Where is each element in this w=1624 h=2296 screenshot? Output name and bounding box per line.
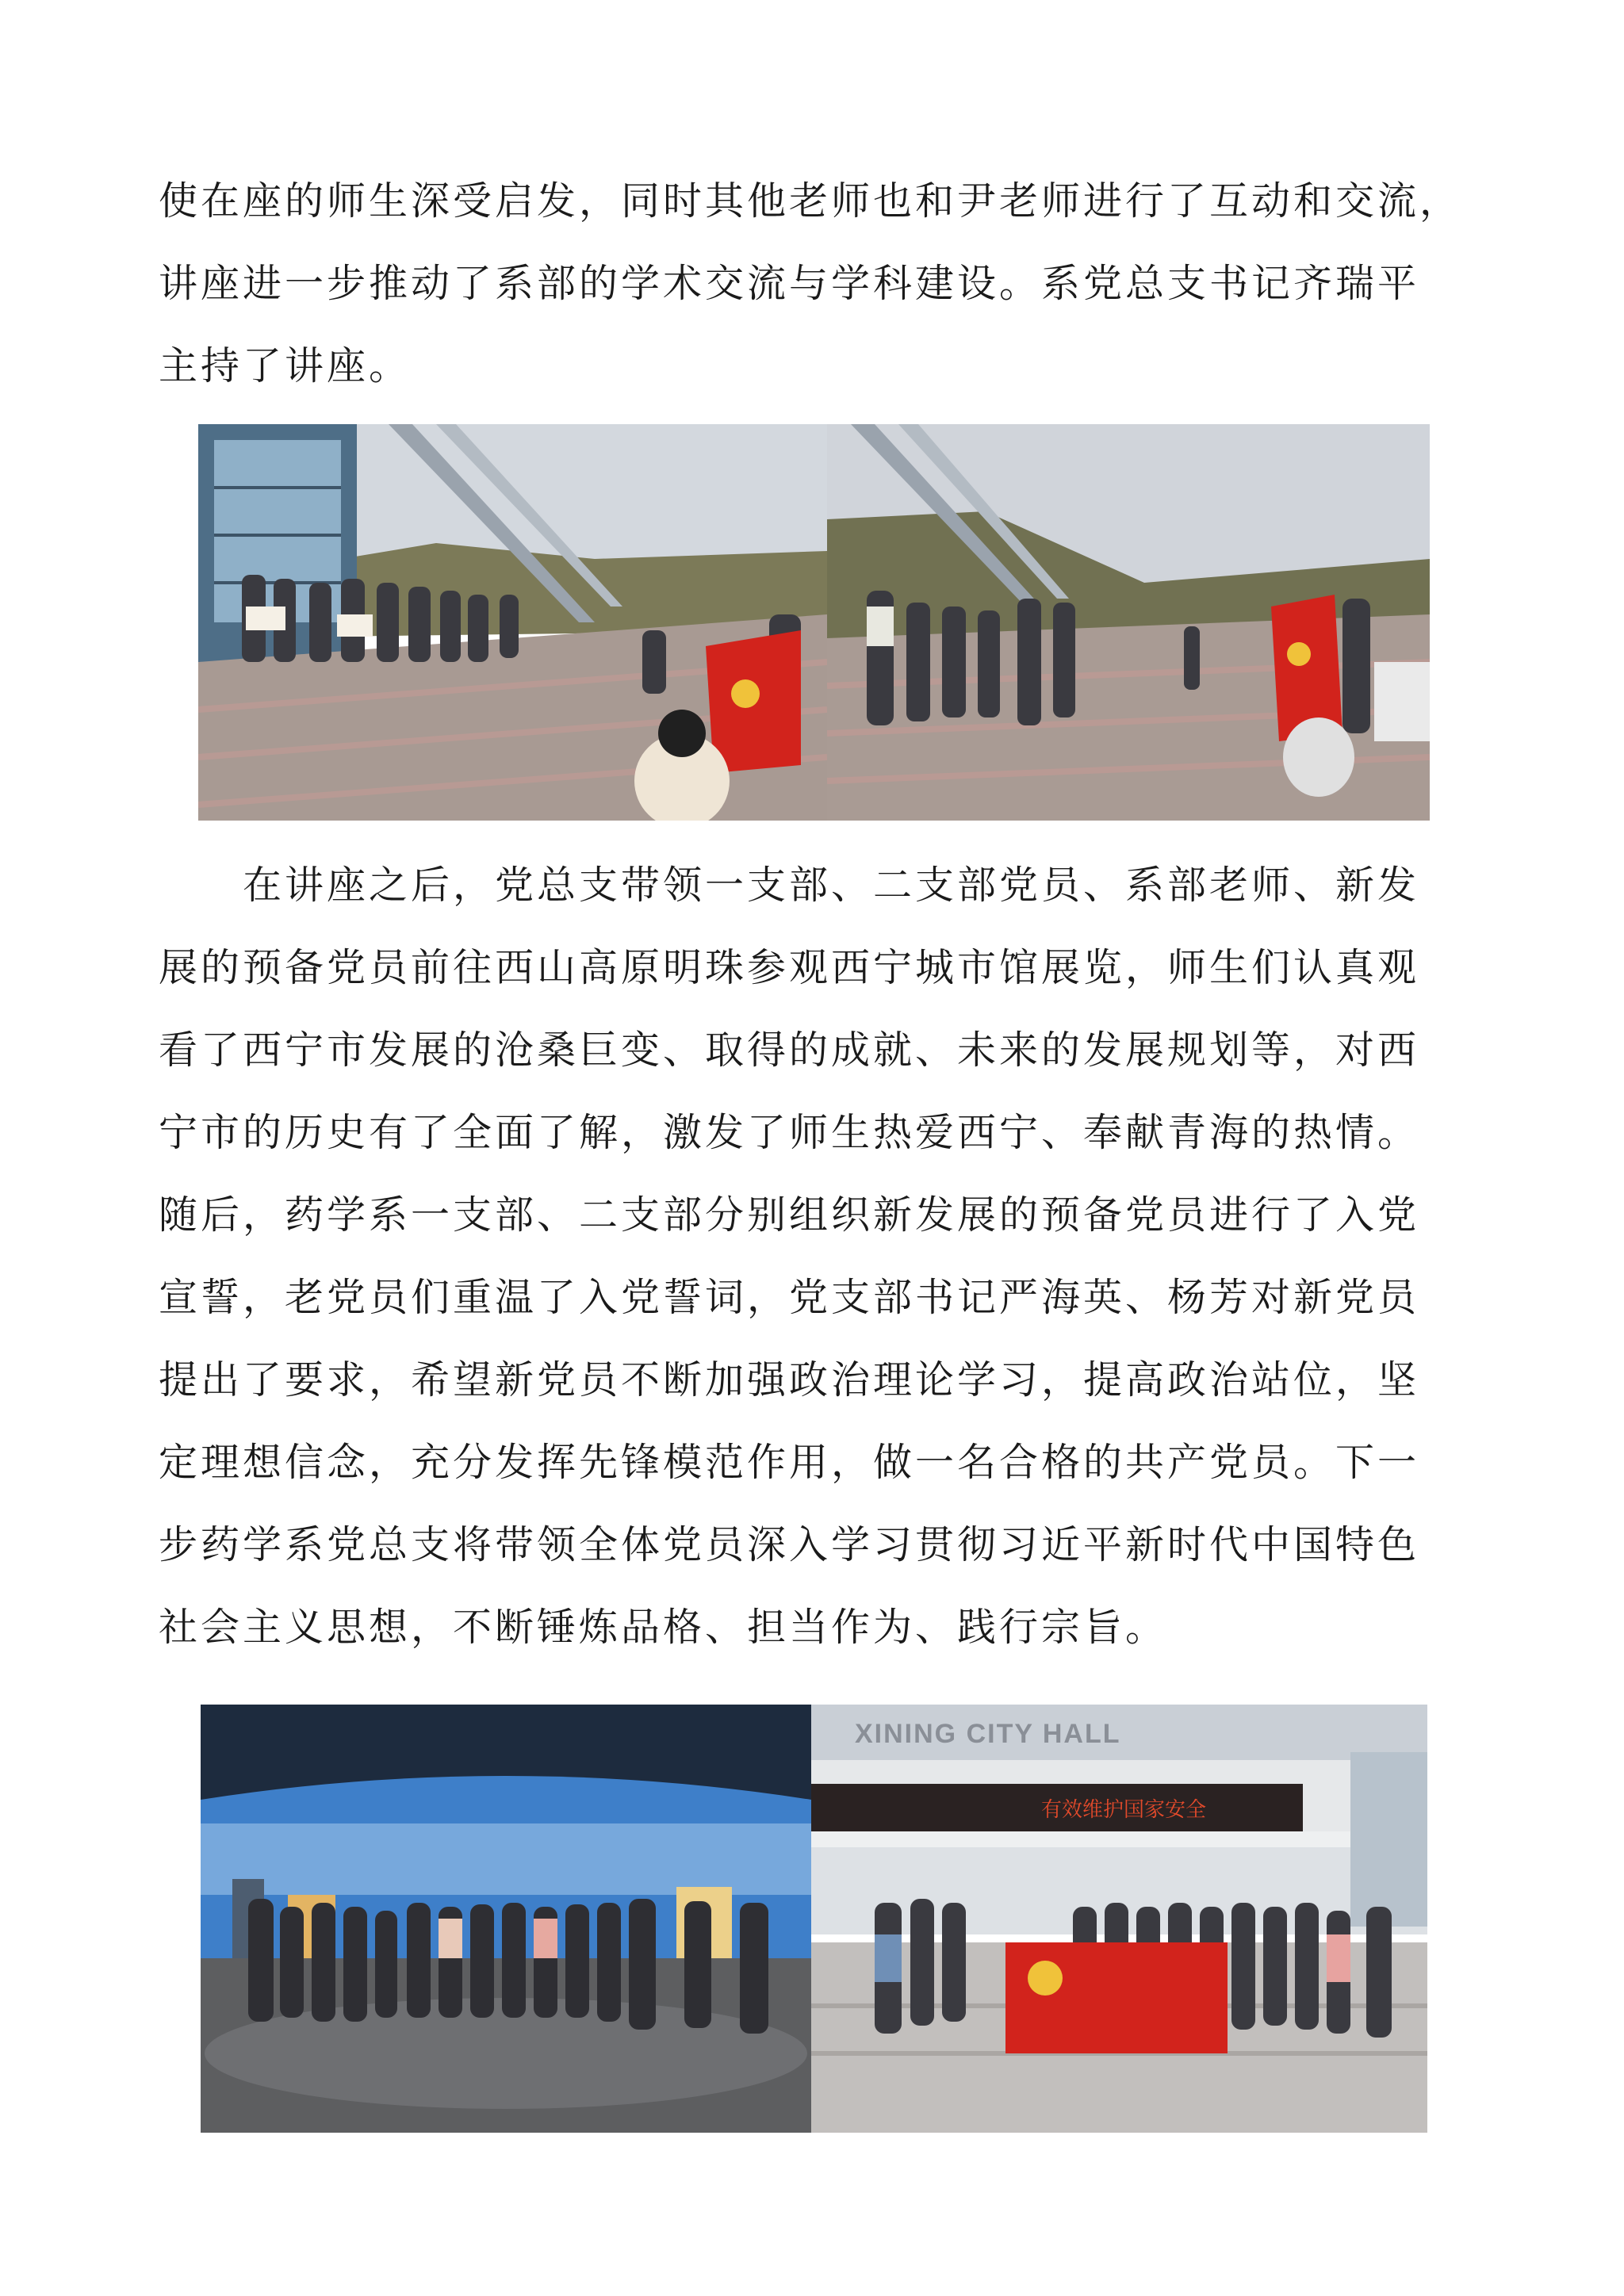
photo-city-hall-group-flag	[811, 1705, 1427, 2133]
paragraph-2-line-3: 看了西宁市发展的沧桑巨变、取得的成就、未来的发展规划等，对西	[159, 1027, 1420, 1073]
paragraph-2-line-9: 步药学系党总支将带领全体党员深入学习贯彻习近平新时代中国特色	[159, 1522, 1420, 1567]
paragraph-1	[159, 160, 1467, 408]
paragraph-2-line-8: 定理想信念，充分发挥先锋模范作用，做一名合格的共产党员。下一	[159, 1440, 1420, 1485]
photo-oath-ceremony-right	[827, 424, 1430, 821]
photo-oath-ceremony-left	[198, 424, 827, 821]
led-banner: 有效维护国家安全	[1041, 1798, 1207, 1822]
paragraph-1-line-2: 讲座进一步推动了系部的学术交流与学科建设。系党总支书记齐瑞平	[159, 261, 1420, 306]
paragraph-2-line-7: 提出了要求，希望新党员不断加强政治理论学习，提高政治站位，坚	[159, 1357, 1420, 1402]
paragraph-2-line-10: 社会主义思想，不断锤炼品格、担当作为、践行宗旨。	[159, 1605, 1168, 1650]
paragraph-1-line-1: 使在座的师生深受启发，同时其他老师也和尹老师进行了互动和交流，	[159, 178, 1462, 224]
building-sign: XINING CITY HALL	[855, 1719, 1121, 1749]
paragraph-2-line-6: 宣誓，老党员们重温了入党誓词，党支部书记严海英、杨芳对新党员	[159, 1275, 1420, 1320]
paragraph-2-line-5: 随后，药学系一支部、二支部分别组织新发展的预备党员进行了入党	[159, 1192, 1420, 1238]
paragraph-2-line-4: 宁市的历史有了全面了解，激发了师生热爱西宁、奉献青海的热情。	[159, 1110, 1420, 1155]
photo-exhibition-hall-group	[201, 1705, 811, 2133]
paragraph-1-line-3: 主持了讲座。	[159, 343, 412, 388]
paragraph-2-line-1: 在讲座之后，党总支带领一支部、二支部党员、系部老师、新发	[243, 863, 1420, 908]
paragraph-2	[159, 844, 1467, 1669]
paragraph-2-line-2: 展的预备党员前往西山高原明珠参观西宁城市馆展览，师生们认真观	[159, 945, 1420, 990]
